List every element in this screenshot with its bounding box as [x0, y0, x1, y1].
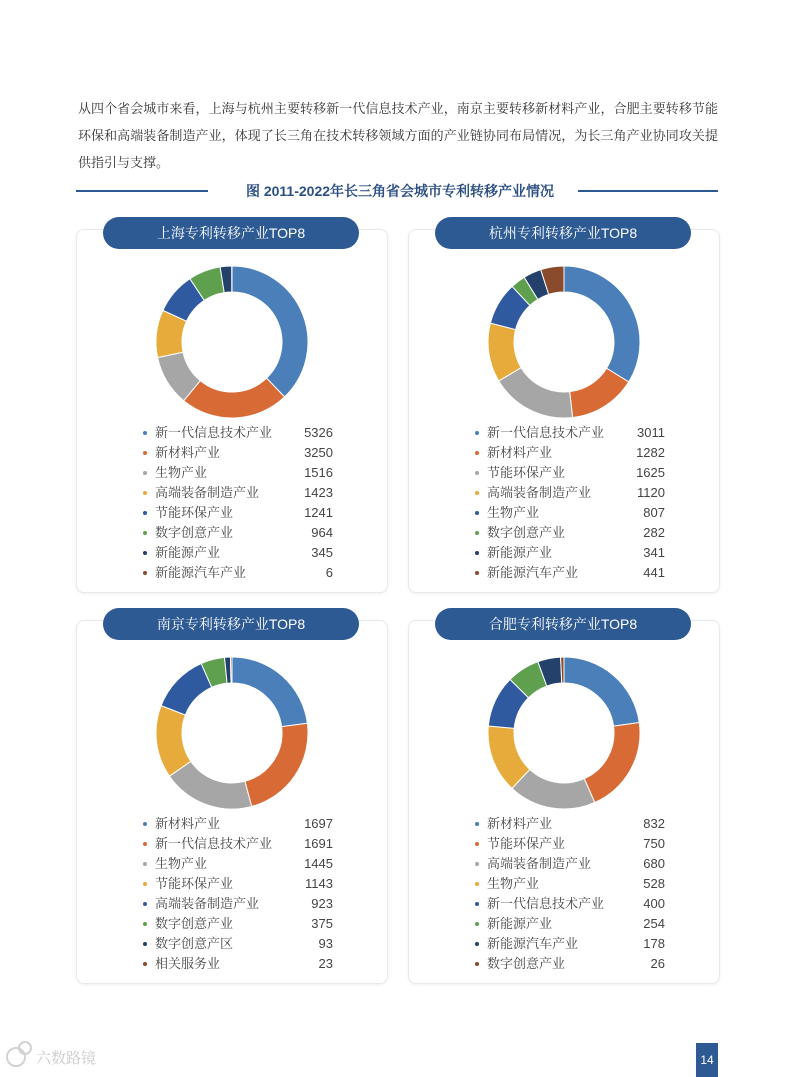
legend-value: 93	[318, 936, 333, 951]
legend-label: 数字创意产业	[155, 916, 234, 931]
legend-item	[143, 914, 373, 934]
legend-bullet-icon	[475, 511, 479, 515]
legend-value: 1241	[304, 505, 333, 520]
legend-item	[143, 814, 373, 834]
legend-label: 生物产业	[487, 876, 540, 891]
donut-slice	[232, 266, 308, 397]
legend-bullet-icon	[143, 902, 147, 906]
legend-label: 生物产业	[155, 856, 208, 871]
legend-bullet-icon	[143, 491, 147, 495]
legend-label: 数字创意产业	[155, 525, 234, 540]
legend-nanjing	[143, 814, 373, 974]
legend-bullet-icon	[475, 902, 479, 906]
legend-label: 节能环保产业	[487, 465, 566, 480]
page-number: 14	[696, 1043, 718, 1077]
legend-item	[143, 894, 373, 914]
legend-bullet-icon	[475, 962, 479, 966]
chart-title: 合肥专利转移产业TOP8	[435, 608, 691, 640]
legend-value: 832	[643, 816, 665, 831]
legend-value: 1143	[305, 876, 333, 891]
chart-card-shanghai	[76, 225, 388, 593]
donut-chart-shanghai	[147, 257, 317, 427]
legend-item	[143, 563, 373, 583]
legend-label: 数字创意产业	[487, 525, 566, 540]
legend-label: 新材料产业	[487, 816, 553, 831]
legend-value: 750	[643, 836, 665, 851]
donut-chart-nanjing	[147, 648, 317, 818]
legend-label: 新能源汽车产业	[155, 565, 247, 580]
legend-value: 23	[318, 956, 333, 971]
donut-chart-hangzhou	[479, 257, 649, 427]
legend-bullet-icon	[475, 471, 479, 475]
legend-item	[475, 423, 705, 443]
legend-value: 254	[643, 916, 665, 931]
legend-bullet-icon	[475, 431, 479, 435]
legend-bullet-icon	[143, 922, 147, 926]
legend-value: 441	[643, 565, 665, 580]
legend-bullet-icon	[475, 922, 479, 926]
legend-label: 新一代信息技术产业	[487, 425, 605, 440]
legend-label: 相关服务业	[155, 956, 221, 971]
legend-bullet-icon	[475, 571, 479, 575]
legend-value: 680	[643, 856, 665, 871]
title-rule-left	[76, 190, 208, 192]
legend-bullet-icon	[143, 431, 147, 435]
legend-bullet-icon	[475, 822, 479, 826]
legend-label: 高端装备制造产业	[155, 485, 260, 500]
legend-value: 345	[311, 545, 333, 560]
legend-bullet-icon	[143, 451, 147, 455]
donut-slice	[499, 368, 573, 418]
legend-item	[475, 934, 705, 954]
legend-item	[475, 443, 705, 463]
watermark	[6, 1046, 96, 1072]
legend-item	[143, 934, 373, 954]
donut-slice	[232, 657, 307, 727]
legend-item	[475, 463, 705, 483]
donut-slice	[245, 723, 308, 806]
legend-value: 1697	[304, 816, 333, 831]
legend-label: 新能源汽车产业	[487, 565, 579, 580]
legend-label: 数字创意产业	[487, 956, 566, 971]
legend-item	[143, 543, 373, 563]
legend-value: 178	[643, 936, 665, 951]
intro-paragraph: 从四个省会城市来看，上海与杭州主要转移新一代信息技术产业，南京主要转移新材料产业，合肥主要转移节能环保和高端装备制造产业，体现了长三角在技术转移领域方面的产业链协同布局情况，为长三角产业协同攻关提供指引与支撑。	[78, 101, 718, 170]
legend-item	[475, 894, 705, 914]
legend-label: 新材料产业	[155, 816, 221, 831]
legend-item	[143, 503, 373, 523]
legend-bullet-icon	[475, 531, 479, 535]
legend-value: 1691	[304, 836, 333, 851]
legend-item	[475, 874, 705, 894]
chart-card-hangzhou	[408, 225, 720, 593]
legend-bullet-icon	[143, 942, 147, 946]
legend-label: 高端装备制造产业	[155, 896, 260, 911]
legend-bullet-icon	[143, 842, 147, 846]
legend-bullet-icon	[143, 531, 147, 535]
legend-value: 1423	[304, 485, 333, 500]
legend-label: 生物产业	[155, 465, 208, 480]
legend-item	[475, 543, 705, 563]
legend-value: 1445	[304, 856, 333, 871]
legend-label: 新一代信息技术产业	[155, 836, 273, 851]
legend-item	[143, 834, 373, 854]
chart-title: 南京专利转移产业TOP8	[103, 608, 359, 640]
legend-value: 6	[325, 565, 333, 580]
figure-title: 图 2011-2022年长三角省会城市专利转移产业情况	[245, 183, 555, 199]
legend-bullet-icon	[475, 551, 479, 555]
legend-label: 生物产业	[487, 505, 540, 520]
legend-value: 26	[650, 956, 665, 971]
legend-shanghai	[143, 423, 373, 583]
watermark-text: 六数路镜	[36, 1050, 97, 1067]
legend-value: 1516	[304, 465, 333, 480]
legend-item	[475, 814, 705, 834]
title-rule-right	[578, 190, 718, 192]
legend-value: 375	[311, 916, 333, 931]
legend-bullet-icon	[143, 511, 147, 515]
chart-title: 上海专利转移产业TOP8	[103, 217, 359, 249]
donut-slice	[564, 657, 639, 726]
legend-item	[475, 834, 705, 854]
legend-value: 1120	[637, 485, 665, 500]
legend-label: 节能环保产业	[487, 836, 566, 851]
legend-bullet-icon	[475, 862, 479, 866]
legend-item	[143, 523, 373, 543]
legend-item	[475, 503, 705, 523]
donut-slice	[564, 266, 640, 382]
legend-item	[143, 483, 373, 503]
legend-label: 新能源产业	[155, 545, 221, 560]
legend-item	[475, 523, 705, 543]
legend-value: 400	[643, 896, 665, 911]
donut-slice	[231, 657, 232, 683]
legend-bullet-icon	[143, 882, 147, 886]
watermark-logo-icon	[6, 1047, 26, 1067]
legend-item	[475, 563, 705, 583]
legend-item	[475, 954, 705, 974]
legend-item	[475, 483, 705, 503]
legend-hangzhou	[475, 423, 705, 583]
legend-item	[143, 874, 373, 894]
legend-label: 新一代信息技术产业	[155, 425, 273, 440]
legend-bullet-icon	[475, 942, 479, 946]
chart-title: 杭州专利转移产业TOP8	[435, 217, 691, 249]
legend-label: 节能环保产业	[155, 505, 234, 520]
legend-hefei	[475, 814, 705, 974]
legend-value: 282	[643, 525, 665, 540]
legend-label: 新材料产业	[155, 445, 221, 460]
legend-bullet-icon	[475, 882, 479, 886]
legend-item	[143, 854, 373, 874]
legend-label: 新一代信息技术产业	[487, 896, 605, 911]
legend-bullet-icon	[143, 822, 147, 826]
legend-value: 3250	[304, 445, 333, 460]
legend-label: 新能源产业	[487, 545, 553, 560]
legend-item	[143, 954, 373, 974]
legend-label: 节能环保产业	[155, 876, 234, 891]
legend-label: 新能源汽车产业	[487, 936, 579, 951]
donut-slice	[184, 378, 285, 418]
legend-value: 1625	[636, 465, 665, 480]
donut-slice	[156, 706, 191, 777]
legend-bullet-icon	[143, 551, 147, 555]
legend-value: 1282	[636, 445, 665, 460]
legend-item	[143, 443, 373, 463]
legend-value: 3011	[637, 425, 665, 440]
legend-label: 新材料产业	[487, 445, 553, 460]
legend-label: 新能源产业	[487, 916, 553, 931]
chart-card-hefei	[408, 616, 720, 984]
legend-bullet-icon	[475, 842, 479, 846]
donut-slice	[584, 723, 640, 803]
donut-slice	[561, 657, 564, 683]
legend-bullet-icon	[475, 451, 479, 455]
legend-value: 5326	[304, 425, 333, 440]
legend-value: 923	[311, 896, 333, 911]
donut-slice	[169, 761, 251, 809]
donut-chart-hefei	[479, 648, 649, 818]
legend-bullet-icon	[143, 862, 147, 866]
legend-item	[143, 463, 373, 483]
legend-value: 807	[643, 505, 665, 520]
legend-item	[475, 914, 705, 934]
legend-item	[475, 854, 705, 874]
legend-item	[143, 423, 373, 443]
figure-title-row	[76, 180, 718, 202]
legend-label: 高端装备制造产业	[487, 485, 592, 500]
legend-label: 高端装备制造产业	[487, 856, 592, 871]
legend-bullet-icon	[143, 571, 147, 575]
legend-value: 341	[643, 545, 665, 560]
legend-bullet-icon	[475, 491, 479, 495]
legend-bullet-icon	[143, 471, 147, 475]
legend-value: 964	[311, 525, 333, 540]
legend-bullet-icon	[143, 962, 147, 966]
legend-label: 数字创意产区	[155, 936, 234, 951]
legend-value: 528	[643, 876, 665, 891]
chart-card-nanjing	[76, 616, 388, 984]
